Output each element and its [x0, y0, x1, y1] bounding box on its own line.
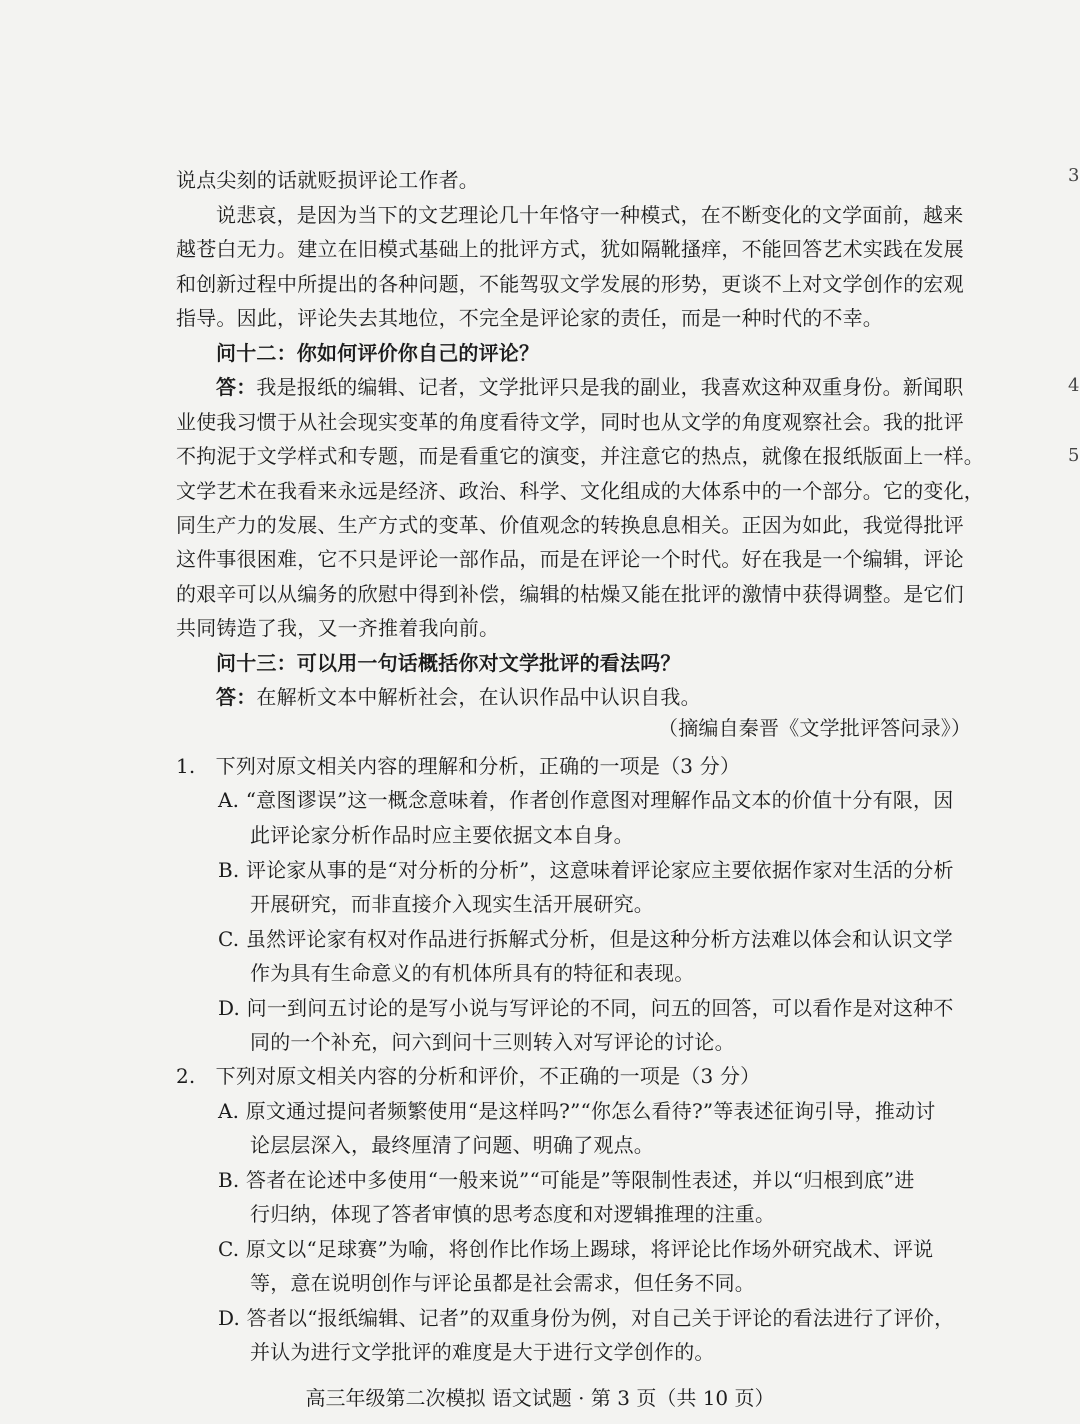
passage-line: 业使我习惯于从社会现实变革的角度看待文学，同时也从文学的角度观察社会。我的批评	[176, 410, 964, 434]
answer-text: 我是报纸的编辑、记者，文学批评只是我的副业，我喜欢这种双重身份。新闻职	[256, 375, 964, 399]
passage-line: 越苍白无力。建立在旧模式基础上的批评方式，犹如隔靴搔痒，不能回答艺术实践在发展	[176, 237, 964, 261]
passage-line: 指导。因此，评论失去其地位，不完全是评论家的责任，而是一种时代的不幸。	[176, 306, 883, 330]
option-line: 此评论家分析作品时应主要依据文本自身。	[250, 823, 634, 847]
passage-continuation: 说点尖刻的话就贬损评论工作者。	[176, 168, 479, 192]
passage-line: 和创新过程中所提出的各种问题，不能驾驭文学发展的形势，更谈不上对文学创作的宏观	[176, 272, 964, 296]
interview-question-13: 问十三：可以用一句话概括你对文学批评的看法吗？	[216, 651, 681, 675]
option-line: D. 答者以“报纸编辑、记者”的双重身份为例，对自己关于评论的看法进行了评价，	[218, 1306, 955, 1330]
edge-mark: 3	[1068, 165, 1080, 186]
option-line: A. 原文通过提问者频繁使用“是这样吗?”“你怎么看待?”等表述征询引导，推动讨	[218, 1099, 936, 1123]
answer-label: 答：	[216, 375, 257, 399]
option-line: 同的一个补充，问六到问十三则转入对写评论的讨论。	[250, 1030, 735, 1054]
passage-line: 的艰辛可以从编务的欣慰中得到补偿，编辑的枯燥又能在批评的激情中获得调整。是它们	[176, 582, 964, 606]
edge-mark: 5	[1068, 445, 1080, 466]
option-line: 并认为进行文学批评的难度是大于进行文学创作的。	[250, 1340, 715, 1364]
source-citation: （摘编自秦晋《文学批评答问录》）	[658, 716, 972, 740]
option-line: 作为具有生命意义的有机体所具有的特征和表现。	[250, 961, 695, 985]
passage-line: 共同铸造了我，又一齐推着我向前。	[176, 616, 500, 640]
interview-question-12: 问十二：你如何评价你自己的评论？	[216, 341, 540, 365]
passage-line: 说悲哀，是因为当下的文艺理论几十年恪守一种模式，在不断变化的文学面前，越来	[216, 203, 964, 227]
passage-line: 文学艺术在我看来永远是经济、政治、科学、文化组成的大体系中的一个部分。它的变化，	[176, 479, 984, 503]
answer-12-first-line	[216, 373, 963, 401]
option-line: B. 答者在论述中多使用“一般来说”“可能是”等限制性表述，并以“归根到底”进	[218, 1168, 915, 1192]
option-line: B. 评论家从事的是“对分析的分析”，这意味着评论家应主要依据作家对生活的分析	[218, 858, 954, 882]
passage-line: 同生产力的发展、生产方式的变革、价值观念的转换息息相关。正因为如此，我觉得批评	[176, 513, 964, 537]
option-line: 论层层深入，最终厘清了问题、明确了观点。	[250, 1133, 654, 1157]
option-line: 开展研究，而非直接介入现实生活开展研究。	[250, 892, 654, 916]
passage-line: 这件事很困难，它不只是评论一部作品，而是在评论一个时代。好在我是一个编辑，评论	[176, 547, 964, 571]
option-line: C. 虽然评论家有权对作品进行拆解式分析，但是这种分析方法难以体会和认识文学	[218, 927, 953, 951]
option-line: D. 问一到问五讨论的是写小说与写评论的不同，问五的回答，可以看作是对这种不	[218, 996, 954, 1020]
option-line: 行归纳，体现了答者审慎的思考态度和对逻辑推理的注重。	[250, 1202, 776, 1226]
answer-label: 答：	[216, 685, 257, 709]
edge-mark: 4	[1068, 375, 1080, 396]
question-stem: 1. 下列对原文相关内容的理解和分析，正确的一项是（3 分）	[176, 754, 741, 778]
question-stem: 2. 下列对原文相关内容的分析和评价，不正确的一项是（3 分）	[176, 1064, 761, 1088]
page-footer: 高三年级第二次模拟 语文试题 · 第 3 页（共 10 页）	[305, 1386, 775, 1410]
option-line: A. “意图谬误”这一概念意味着，作者创作意图对理解作品文本的价值十分有限，因	[218, 788, 954, 812]
passage-line: 不拘泥于文学样式和专题，而是看重它的演变，并注意它的热点，就像在报纸版面上一样。	[176, 444, 984, 468]
answer-text: 在解析文本中解析社会，在认识作品中认识自我。	[256, 685, 701, 709]
option-line: 等，意在说明创作与评论虽都是社会需求，但任务不同。	[250, 1271, 755, 1295]
option-line: C. 原文以“足球赛”为喻，将创作比作场上踢球，将评论比作场外研究战术、评说	[218, 1237, 934, 1261]
answer-13	[216, 683, 701, 711]
